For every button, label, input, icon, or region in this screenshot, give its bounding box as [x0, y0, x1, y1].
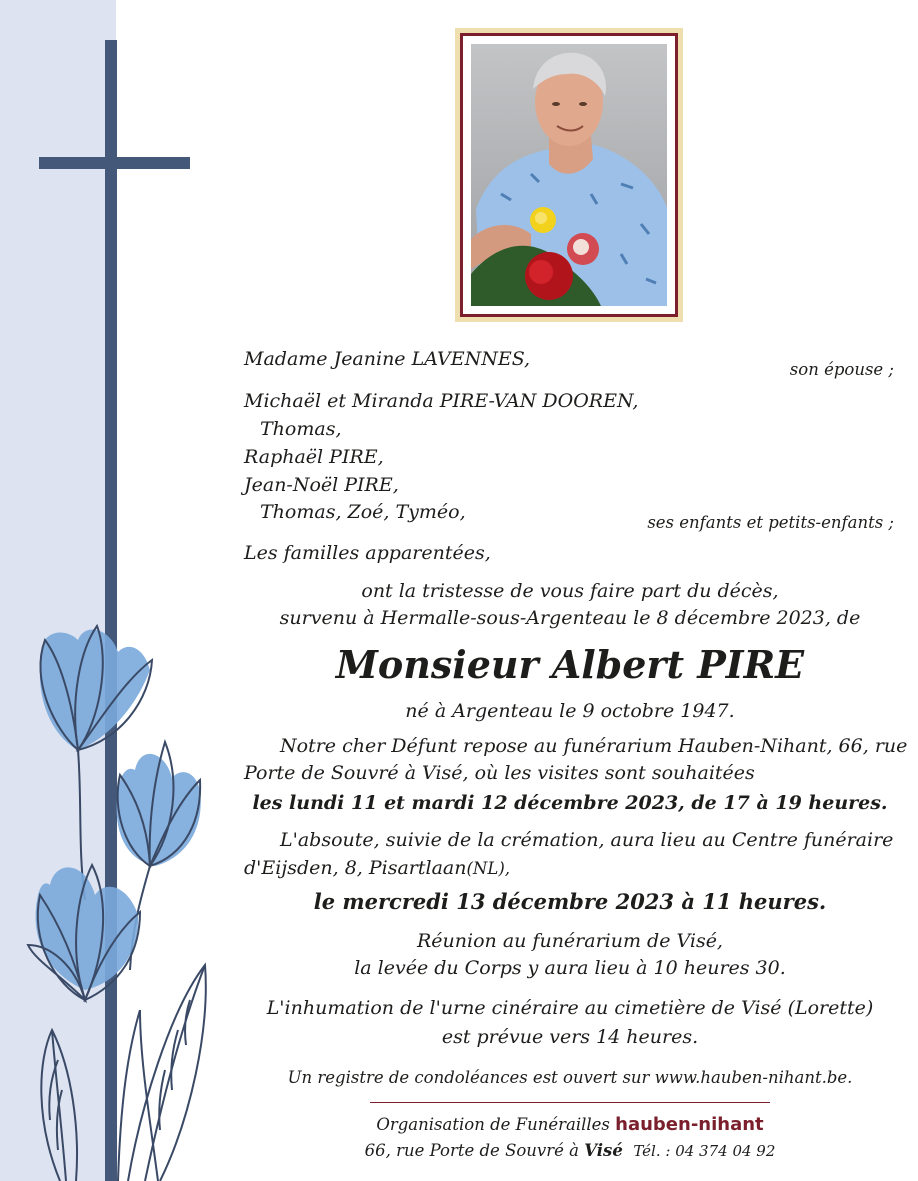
announcement-line-1: ont la tristesse de vous faire part du décès, [361, 580, 779, 602]
visits-line-1: Notre cher Défunt repose au funérarium Hauben-Nihant, 66, rue [280, 735, 908, 757]
cross-icon [105, 40, 117, 1181]
portrait-frame [455, 28, 683, 322]
grandchildren-3: Thomas, Zoé, Tyméo, [260, 501, 466, 523]
child-3: Jean-Noël PIRE, [244, 474, 399, 496]
announcement-line-2: survenu à Hermalle-sous-Argenteau le 8 décembre 2023, de [279, 607, 861, 629]
children-role: ses enfants et petits-enfants ; [647, 513, 894, 532]
footer-city: Visé [584, 1141, 623, 1160]
footer-organization: Organisation de Funérailles hauben-nihant [376, 1114, 764, 1135]
tulip-icon [28, 865, 140, 1000]
tulip-icon [40, 626, 152, 900]
ceremony-line-2 [244, 855, 510, 882]
grandchild-1: Thomas, [260, 418, 342, 440]
ceremony-line-1: L'absoute, suivie de la crémation, aura lieu au Centre funéraire [280, 829, 894, 851]
spouse-name: Madame Jeanine LAVENNES, [244, 348, 531, 370]
footer-address: 66, rue Porte de Souvré à Visé Tél. : 04 374 04 92 [364, 1141, 776, 1160]
child-1: Michaël et Miranda PIRE-VAN DOOREN, [244, 390, 639, 412]
relatives: Les familles apparentées, [244, 542, 491, 564]
brand-logo: hauben-nihant [615, 1114, 764, 1135]
child-2: Raphaël PIRE, [244, 446, 384, 468]
burial-line-1: L'inhumation de l'urne cinéraire au cimetière de Visé (Lorette) [266, 997, 874, 1019]
ceremony-date: le mercredi 13 décembre 2023 à 11 heures. [313, 889, 827, 914]
meeting-line-2: la levée du Corps y aura lieu à 10 heures 30. [354, 957, 786, 979]
footer-divider [370, 1102, 770, 1103]
meeting-line-1: Réunion au funérarium de Visé, [417, 930, 723, 952]
ceremony-location: d'Eijsden, 8, Pisartlaan [244, 857, 467, 879]
footer-phone: Tél. : 04 374 04 92 [633, 1142, 776, 1160]
deceased-name: Monsieur Albert PIRE [335, 642, 805, 687]
ceremony-country: (NL), [466, 859, 511, 878]
birth-info: né à Argenteau le 9 octobre 1947. [405, 700, 735, 722]
burial-line-2: est prévue vers 14 heures. [441, 1026, 699, 1048]
spouse-role: son épouse ; [789, 360, 894, 379]
visits-dates: les lundi 11 et mardi 12 décembre 2023, de 17 à 19 heures. [252, 792, 888, 814]
cross-and-tulips-decoration [0, 0, 230, 1181]
condolence-registry: Un registre de condoléances est ouvert sur www.hauben-nihant.be. [287, 1068, 853, 1087]
portrait-photo [471, 44, 667, 306]
visits-line-2: Porte de Souvré à Visé, où les visites sont souhaitées [244, 762, 755, 784]
leaf-icon [41, 965, 205, 1181]
